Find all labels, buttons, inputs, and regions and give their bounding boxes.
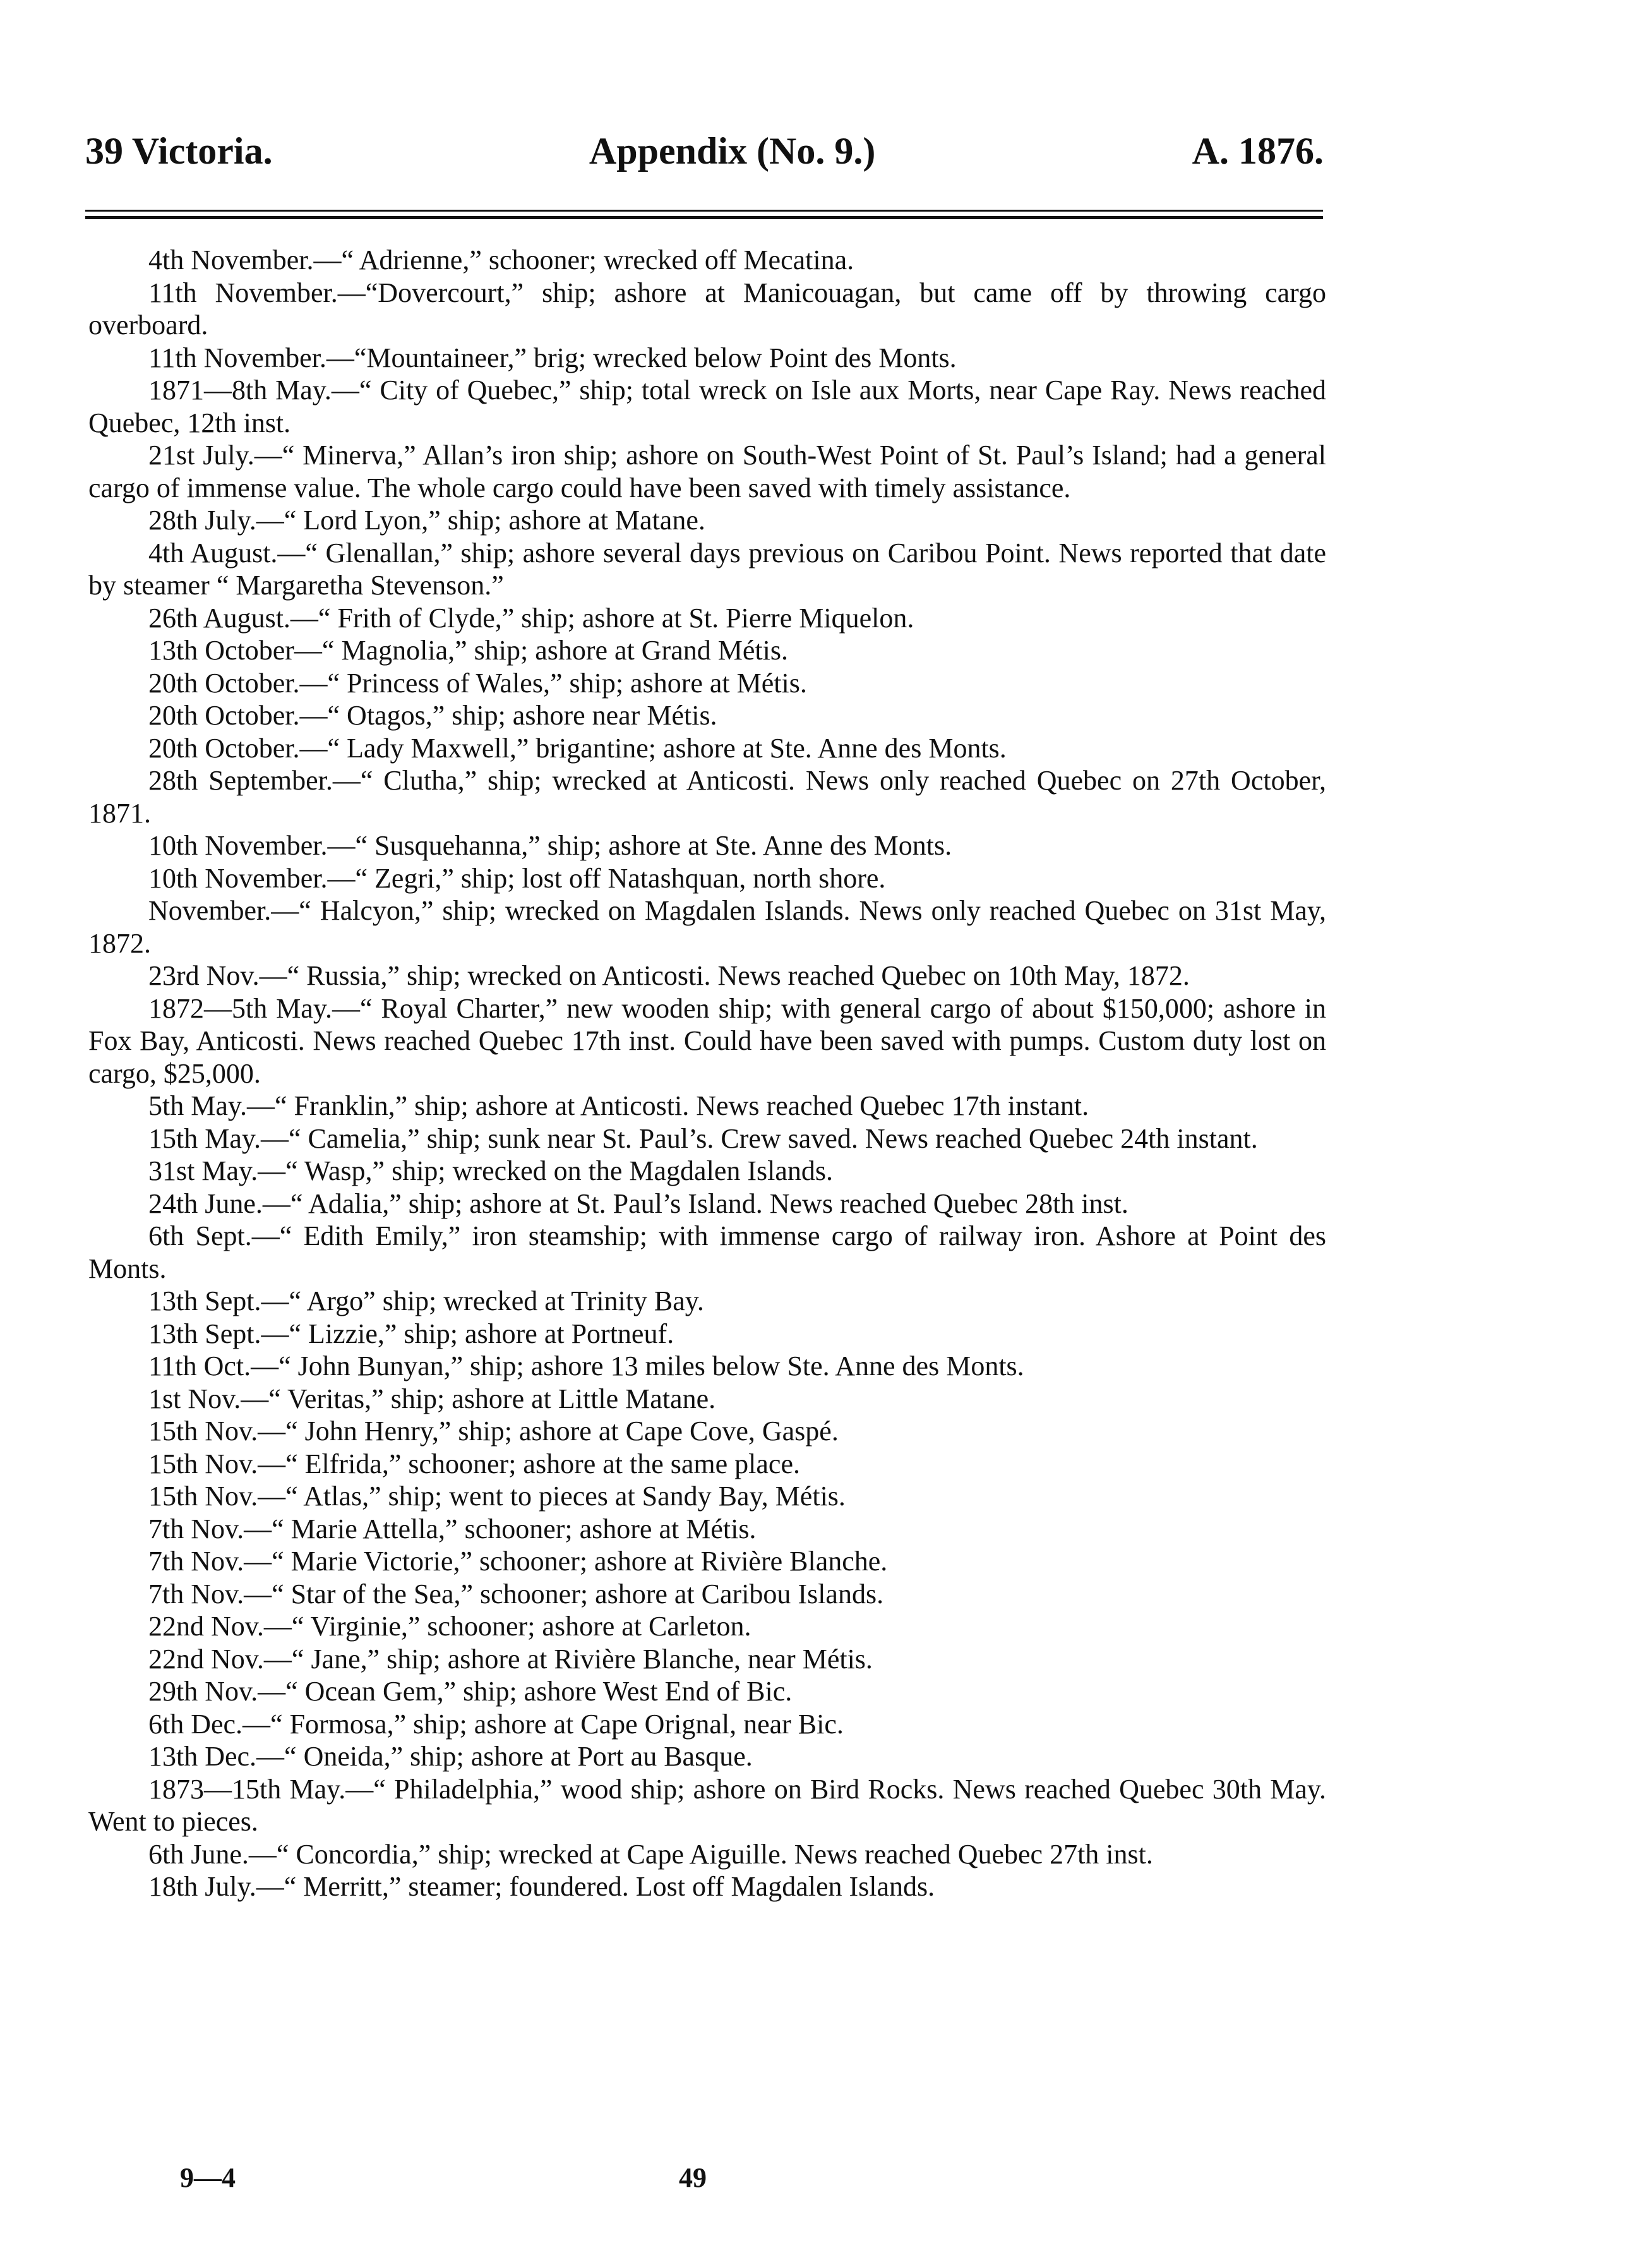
footer-signature: 9—4	[180, 2162, 236, 2193]
wreck-entry: 13th Dec.—“ Oneida,” ship; ashore at Port au Basque.	[148, 1741, 753, 1772]
wreck-entry: 1873—15th May.—“ Philadelphia,” wood ship; ashore on Bird Rocks. News reached Quebec 30th May. Went to pieces.	[88, 1773, 1326, 1837]
header-session: 39 Victoria.	[85, 130, 273, 172]
wreck-entry: 20th October.—“ Princess of Wales,” ship; ashore at Métis.	[148, 667, 807, 699]
wreck-entry: 13th October—“ Magnolia,” ship; ashore at Grand Métis.	[148, 635, 788, 666]
wreck-entry: 4th November.—“ Adrienne,” schooner; wrecked off Mecatina.	[148, 244, 854, 275]
header-year: A. 1876.	[1192, 130, 1324, 172]
wreck-entry: 15th Nov.—“ John Henry,” ship; ashore at Cape Cove, Gaspé.	[148, 1416, 839, 1447]
wreck-entry: 18th July.—“ Merritt,” steamer; foundered. Lost off Magdalen Islands.	[148, 1871, 935, 1902]
wreck-entry: 22nd Nov.—“ Jane,” ship; ashore at Rivière Blanche, near Métis.	[148, 1643, 873, 1675]
wreck-entry: 11th Oct.—“ John Bunyan,” ship; ashore 13 miles below Ste. Anne des Monts.	[148, 1351, 1024, 1381]
wreck-list	[88, 244, 1326, 1903]
wreck-entry: 22nd Nov.—“ Virginie,” schooner; ashore at Carleton.	[148, 1611, 751, 1642]
wreck-entry: 28th September.—“ Clutha,” ship; wrecked at Anticosti. News only reached Quebec on 27th October, 1871.	[88, 765, 1326, 829]
wreck-entry: 31st May.—“ Wasp,” ship; wrecked on the Magdalen Islands.	[148, 1155, 833, 1186]
wreck-entry: 7th Nov.—“ Star of the Sea,” schooner; ashore at Caribou Islands.	[148, 1578, 884, 1609]
wreck-entry: 24th June.—“ Adalia,” ship; ashore at St. Paul’s Island. News reached Quebec 28th inst.	[148, 1188, 1128, 1219]
wreck-entry: 10th November.—“ Zegri,” ship; lost off Natashquan, north shore.	[148, 862, 886, 894]
wreck-entry: 13th Sept.—“ Lizzie,” ship; ashore at Portneuf.	[148, 1318, 674, 1349]
wreck-entry: 26th August.—“ Frith of Clyde,” ship; ashore at St. Pierre Miquelon.	[148, 602, 914, 634]
wreck-entry: 7th Nov.—“ Marie Victorie,” schooner; ashore at Rivière Blanche.	[148, 1546, 888, 1577]
wreck-entry: 11th November.—“Dovercourt,” ship; ashore at Manicouagan, but came off by throwing cargo overboard.	[88, 277, 1326, 340]
wreck-entry: 15th May.—“ Camelia,” ship; sunk near St. Paul’s. Crew saved. News reached Quebec 24th instant.	[148, 1122, 1258, 1154]
wreck-entry: 13th Sept.—“ Argo” ship; wrecked at Trinity Bay.	[148, 1285, 704, 1316]
wreck-entry: 1872—5th May.—“ Royal Charter,” new wooden ship; with general cargo of about $150,000; ashore in Fox Bay, Anticosti. News reached Quebec 17th inst. Could have been saved with pumps. Custom duty lost on cargo, $25,000.	[88, 992, 1326, 1089]
wreck-entry: 20th October.—“ Otagos,” ship; ashore near Métis.	[148, 700, 717, 731]
page-header	[85, 129, 1324, 173]
wreck-entry: 28th July.—“ Lord Lyon,” ship; ashore at Matane.	[148, 505, 705, 536]
wreck-entry: 7th Nov.—“ Marie Attella,” schooner; ashore at Métis.	[148, 1513, 757, 1544]
wreck-entry: 5th May.—“ Franklin,” ship; ashore at Anticosti. News reached Quebec 17th instant.	[148, 1090, 1089, 1121]
wreck-entry: 1871—8th May.—“ City of Quebec,” ship; total wreck on Isle aux Morts, near Cape Ray. News reached Quebec, 12th inst.	[88, 375, 1326, 438]
wreck-entry: 10th November.—“ Susquehanna,” ship; ashore at Ste. Anne des Monts.	[148, 830, 952, 861]
wreck-entry: 15th Nov.—“ Elfrida,” schooner; ashore at the same place.	[148, 1448, 800, 1479]
header-rule-thick	[85, 216, 1323, 219]
header-appendix: Appendix (No. 9.)	[589, 130, 876, 172]
wreck-entry: 1st Nov.—“ Veritas,” ship; ashore at Little Matane.	[148, 1383, 716, 1414]
wreck-entry: 6th June.—“ Concordia,” ship; wrecked at Cape Aiguille. News reached Quebec 27th inst.	[148, 1838, 1153, 1870]
wreck-entry: 20th October.—“ Lady Maxwell,” brigantine; ashore at Ste. Anne des Monts.	[148, 732, 1007, 764]
wreck-entry: 29th Nov.—“ Ocean Gem,” ship; ashore West End of Bic.	[148, 1676, 793, 1707]
wreck-entry: 23rd Nov.—“ Russia,” ship; wrecked on Anticosti. News reached Quebec on 10th May, 1872.	[148, 960, 1190, 991]
header-rule-thin	[85, 210, 1323, 212]
wreck-entry: 4th August.—“ Glenallan,” ship; ashore several days previous on Caribou Point. News reported that date by steamer “ Margaretha Stevenson.”	[88, 537, 1326, 601]
wreck-entry: 6th Dec.—“ Formosa,” ship; ashore at Cape Orignal, near Bic.	[148, 1708, 844, 1740]
wreck-entry: 11th November.—“Mountaineer,” brig; wrecked below Point des Monts.	[148, 342, 957, 373]
wreck-entry: 15th Nov.—“ Atlas,” ship; went to pieces at Sandy Bay, Métis.	[148, 1481, 846, 1512]
wreck-entry: 21st July.—“ Minerva,” Allan’s iron ship; ashore on South-West Point of St. Paul’s Island; had a general cargo of immense value. The whole cargo could have been saved with timely assistance.	[88, 440, 1326, 503]
wreck-entry: November.—“ Halcyon,” ship; wrecked on Magdalen Islands. News only reached Quebec on 31st May, 1872.	[88, 895, 1326, 959]
page-number: 49	[679, 2162, 707, 2193]
page-footer	[0, 2162, 1652, 2199]
wreck-entry: 6th Sept.—“ Edith Emily,” iron steamship; with immense cargo of railway iron. Ashore at Point des Monts.	[88, 1220, 1326, 1284]
